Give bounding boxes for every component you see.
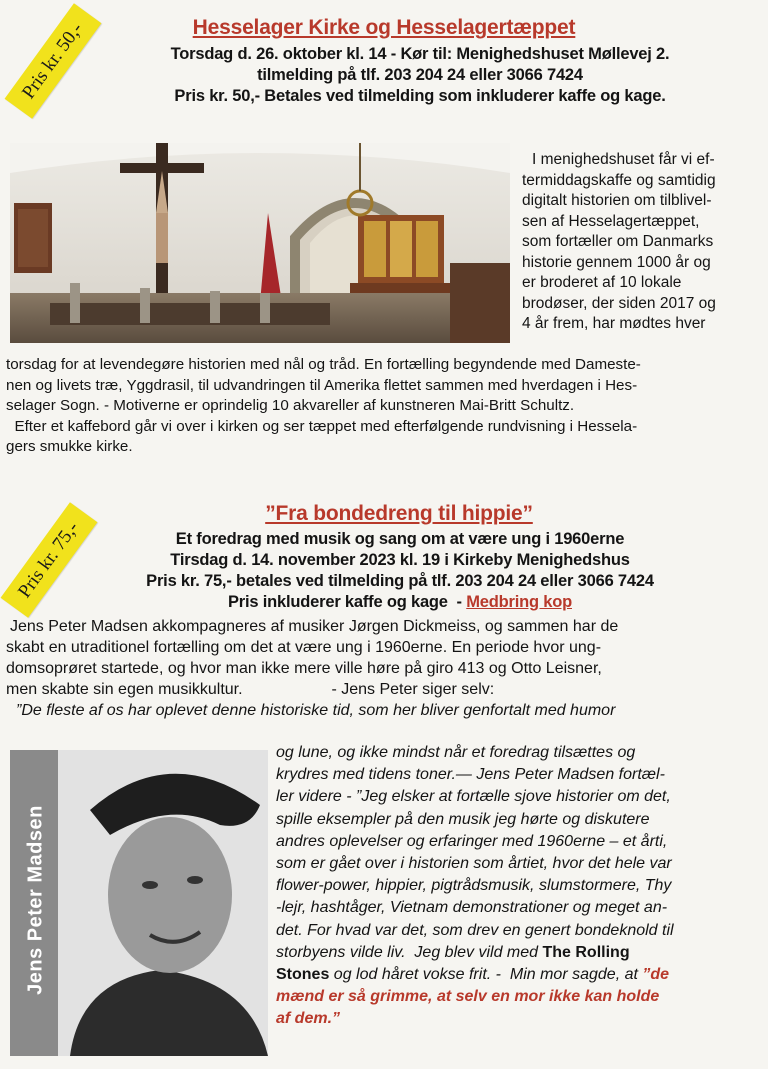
quote-text: og lod håret vokse frit. - Min mor sagde, at — [329, 966, 643, 984]
text-line: I menighedshuset får vi ef- — [532, 151, 715, 168]
event1-header-line: tilmelding på tlf. 203 204 24 eller 3066 7424 — [257, 66, 583, 84]
event1-title: Hesselager Kirke og Hesselagertæppet — [192, 16, 576, 39]
event2-quote — [276, 742, 762, 1031]
event1-body-text — [6, 355, 762, 458]
event1-header — [110, 44, 730, 107]
text-line: sen af Hesselagertæppet, — [522, 212, 700, 230]
quote-line: ”De fleste af os har oplevet denne historiske tid, som her bliver genfortalt med humor — [16, 702, 616, 719]
event1-header-line: Pris kr. 50,- Betales ved tilmelding som inkluderer kaffe og kage. — [174, 87, 666, 105]
bring-cup-note: Medbring kop — [466, 593, 572, 611]
price-tag-text: Pris kr. 75,- — [14, 517, 84, 602]
highlight-quote: af dem.” — [276, 1010, 341, 1028]
event2-header-line: Tirsdag d. 14. november 2023 kl. 19 i Kirkeby Menighedshus — [170, 551, 630, 569]
text-line: digitalt historien om tilblivel- — [522, 192, 712, 209]
header-text: Pris inkluderer kaffe og kage - — [228, 593, 467, 611]
quote-line — [276, 964, 762, 986]
event1-side-text — [522, 150, 762, 335]
text-line: 4 år frem, har mødtes hver — [522, 315, 706, 332]
text-line: domsoprøret startede, og hvor man ikke mere ville høre på giro 413 og Otto Leisner, — [6, 660, 602, 677]
band-name: Stones — [276, 966, 330, 984]
text-line: nen og livets træ, Yggdrasil, til udvandringen til Amerika flettet sammen med hverdagen i Hes- — [6, 376, 638, 394]
quote-line: det. For hvad var det, som drev en genert bondeknold til — [276, 921, 674, 939]
church-interior-photo — [10, 143, 510, 343]
text-line: Efter et kaffebord går vi over i kirken og ser tæppet med efterfølgende rundvisning i Hessela- — [6, 417, 638, 435]
band-name: The Rolling — [542, 943, 630, 961]
quote-line: som er gået over i historien som årtiet, hvor det hele var — [276, 855, 672, 873]
text-line: som fortæller om Danmarks — [522, 233, 714, 250]
quote-line: andres oplevelser og erfaringer med 1960erne – et årti, — [276, 832, 668, 850]
text-line: Jens Peter Madsen akkompagneres af musiker Jørgen Dickmeiss, og sammen har de — [10, 618, 619, 635]
jens-peter-madsen-photo — [10, 750, 268, 1056]
text-line: skabt en utraditionel fortælling om det at være ung i 1960erne. En periode hvor ung- — [6, 639, 602, 656]
event2-header — [70, 529, 730, 613]
text-line: selager Sogn. - Motiverne er oprindelig 10 akvareller af kunstneren Mai-Britt Schultz. — [6, 397, 575, 414]
event2-header-line — [70, 592, 730, 613]
text-line: er broderet af 10 lokale — [522, 274, 682, 291]
text-line: gers smukke kirke. — [6, 438, 133, 455]
event2-header-line: Pris kr. 75,- betales ved tilmelding på tlf. 203 204 24 eller 3066 7424 — [146, 572, 654, 590]
event1-header-line: Torsdag d. 26. oktober kl. 14 - Kør til: Menighedshuset Møllevej 2. — [170, 45, 670, 63]
photo-caption: Jens Peter Madsen — [24, 805, 47, 995]
quote-line: flower-power, hippier, pigtrådsmusik, slumstormere, Thy — [276, 877, 672, 895]
highlight-quote: mænd er så grimme, at selv en mor ikke kan holde — [276, 988, 660, 1006]
quote-line: spille eksempler på den musik jeg hørte og diskutere — [276, 810, 650, 828]
event2-title: ”Fra bondedreng til hippie” — [265, 502, 533, 525]
quote-line: krydres med tidens toner.— Jens Peter Madsen fortæl- — [276, 766, 665, 784]
price-tag-text: Pris kr. 50,- — [18, 18, 88, 103]
text-line: men skabte sin egen musikkultur. - Jens Peter siger selv: — [6, 681, 495, 698]
text-line: torsdag for at levendegøre historien med nål og tråd. En fortælling begyndende med Dameste- — [6, 356, 641, 373]
quote-line — [276, 942, 762, 964]
text-line: termiddagskaffe og samtidig — [522, 171, 716, 189]
text-line: historie gennem 1000 år og — [522, 253, 711, 271]
quote-line: og lune, og ikke mindst når et foredrag tilsættes og — [276, 744, 636, 761]
quote-line: ler videre - ”Jeg elsker at fortælle sjove historier om det, — [276, 788, 671, 806]
quote-line: -lejr, hashtåger, Vietnam demonstrationer og meget an- — [276, 899, 668, 917]
text-line: brodøser, der siden 2017 og — [522, 294, 716, 312]
event2-header-line: Et foredrag med musik og sang om at være ung i 1960erne — [175, 530, 625, 548]
event2-body-text — [6, 616, 762, 721]
highlight-quote: ”de — [642, 966, 670, 984]
quote-text: storbyens vilde liv. Jeg blev vild med — [276, 943, 543, 961]
